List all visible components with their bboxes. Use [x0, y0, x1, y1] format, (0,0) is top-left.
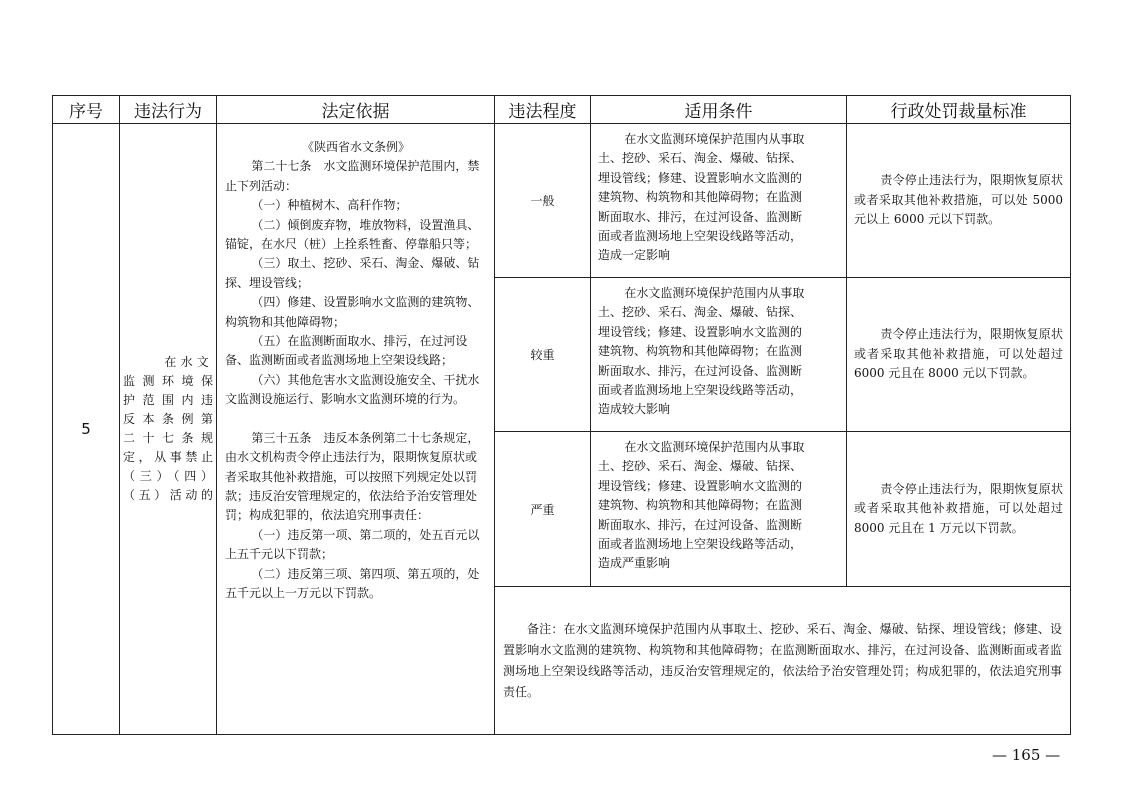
violation-line: 监测环境保	[123, 374, 213, 388]
condition-line: 在水文监测环境保护范围内从事取	[624, 440, 805, 454]
header-degree: 违法程度	[495, 96, 591, 124]
remarks-note: 备注：在水文监测环境保护范围内从事取土、挖砂、采石、淘金、爆破、钻探、埋设管线；修建、设置影响水文监测的建筑物、构筑物和其他障碍物；在监测断面取水、排污，在过河设备、监测断面或者监测场地上空架设线路等活动，违反治安管理规定的，依法给予治安管理处罚；构成犯罪的，依法追究刑事责任。	[495, 587, 1071, 735]
condition-line: 造成严重影响	[598, 556, 671, 571]
violation-line: 二十七条规	[123, 431, 213, 445]
legal-clause: （二）倾倒废弃物，堆放物料，设置渔具、锚锭，在水尺（桩）上拴系牲畜、停靠船只等；	[225, 217, 480, 252]
condition-line: 面或者监测场地上空架设线路等活动，	[598, 229, 803, 244]
condition-line: 土、挖砂、采石、淘金、爆破、钻探、	[598, 151, 803, 166]
condition-line: 埋设管线；修建、设置影响水文监测的	[598, 324, 803, 339]
condition-line: 建筑物、构筑物和其他障碍物；在监测	[598, 190, 803, 205]
seq-number: 5	[53, 124, 120, 735]
legal-clause: （五）在监测断面取水、排污，在过河设备、监测断面或者监测场地上空架设线路；	[225, 334, 468, 368]
degree-label: 较重	[495, 278, 591, 432]
condition-line: 断面取水、排污，在过河设备、监测断	[598, 209, 803, 224]
degree-label: 一般	[495, 124, 591, 278]
legal-clause: 第三十五条 违反本条例第二十七条规定，由水文机构责令停止违法行为，限期恢复原状或者采取其他补救措施，可以按照下列规定处以罚款；违反治安管理规定的，依法给予治安管理处罚；构成犯罪的，依法追究刑事责任：	[225, 430, 480, 523]
header-row	[53, 96, 1071, 124]
condition-text	[591, 278, 847, 432]
violation-line: （三）（四）	[123, 469, 213, 483]
condition-line: 建筑物、构筑物和其他障碍物；在监测	[598, 344, 803, 359]
legal-clause: （一）违反第一项、第二项的，处五百元以上五千元以下罚款；	[225, 527, 480, 562]
condition-line: 造成一定影响	[598, 248, 671, 263]
header-violation: 违法行为	[120, 96, 217, 124]
violation-description	[120, 124, 217, 735]
condition-line: 断面取水、排污，在过河设备、监测断	[598, 363, 803, 378]
condition-line: 埋设管线；修建、设置影响水文监测的	[598, 478, 803, 493]
condition-line: 在水文监测环境保护范围内从事取	[624, 132, 805, 146]
violation-line: 在水文	[164, 355, 213, 369]
legal-clause: （六）其他危害水文监测设施安全、干扰水文监测设施运行、影响水文监测环境的行为。	[225, 372, 480, 407]
legal-clause: （一）种植树木、高秆作物；	[251, 198, 408, 213]
header-legal-basis: 法定依据	[217, 96, 495, 124]
penalty-standard-table	[52, 95, 1071, 735]
condition-line: 埋设管线；修建、设置影响水文监测的	[598, 170, 803, 185]
header-condition: 适用条件	[591, 96, 847, 124]
condition-line: 造成较大影响	[598, 402, 671, 417]
regulation-title: 《陕西省水文条例》	[301, 140, 410, 154]
penalty-standard: 责令停止违法行为，限期恢复原状或者采取其他补救措施，可以处 5000 元以上 6000 元以下罚款。	[847, 124, 1071, 278]
condition-line: 土、挖砂、采石、淘金、爆破、钻探、	[598, 305, 803, 320]
header-penalty-standard: 行政处罚裁量标准	[847, 96, 1071, 124]
condition-text	[591, 432, 847, 587]
legal-clause: （四）修建、设置影响水文监测的建筑物、构筑物和其他障碍物；	[225, 295, 480, 329]
degree-label: 严重	[495, 432, 591, 587]
condition-line: 面或者监测场地上空架设线路等活动，	[598, 537, 803, 552]
violation-line: （五）活动的	[123, 488, 213, 502]
legal-basis	[217, 124, 495, 735]
header-seq: 序号	[53, 96, 120, 124]
violation-line: 定，从事禁止	[123, 450, 213, 464]
violation-line: 反本条例第	[123, 412, 213, 426]
violation-line: 护范围内违	[123, 393, 213, 407]
condition-line: 面或者监测场地上空架设线路等活动，	[598, 383, 803, 398]
page-number: — 165 —	[992, 746, 1061, 764]
condition-line: 建筑物、构筑物和其他障碍物；在监测	[598, 498, 803, 513]
condition-line: 土、挖砂、采石、淘金、爆破、钻探、	[598, 459, 803, 474]
condition-line: 断面取水、排污，在过河设备、监测断	[598, 517, 803, 532]
legal-clause: 第二十七条 水文监测环境保护范围内，禁止下列活动：	[225, 159, 480, 193]
condition-text	[591, 124, 847, 278]
penalty-standard: 责令停止违法行为，限期恢复原状或者采取其他补救措施，可以处超过 6000 元且在 8000 元以下罚款。	[847, 278, 1071, 432]
legal-clause: （二）违反第三项、第四项、第五项的，处五千元以上一万元以下罚款。	[225, 566, 480, 600]
table-row	[53, 124, 1071, 278]
clause-spacer	[225, 410, 487, 429]
legal-clause: （三）取土、挖砂、采石、淘金、爆破、钻探、埋设管线；	[225, 256, 480, 290]
condition-line: 在水文监测环境保护范围内从事取	[624, 286, 805, 300]
penalty-standard: 责令停止违法行为，限期恢复原状或者采取其他补救措施，可以处超过 8000 元且在 1 万元以下罚款。	[847, 432, 1071, 587]
